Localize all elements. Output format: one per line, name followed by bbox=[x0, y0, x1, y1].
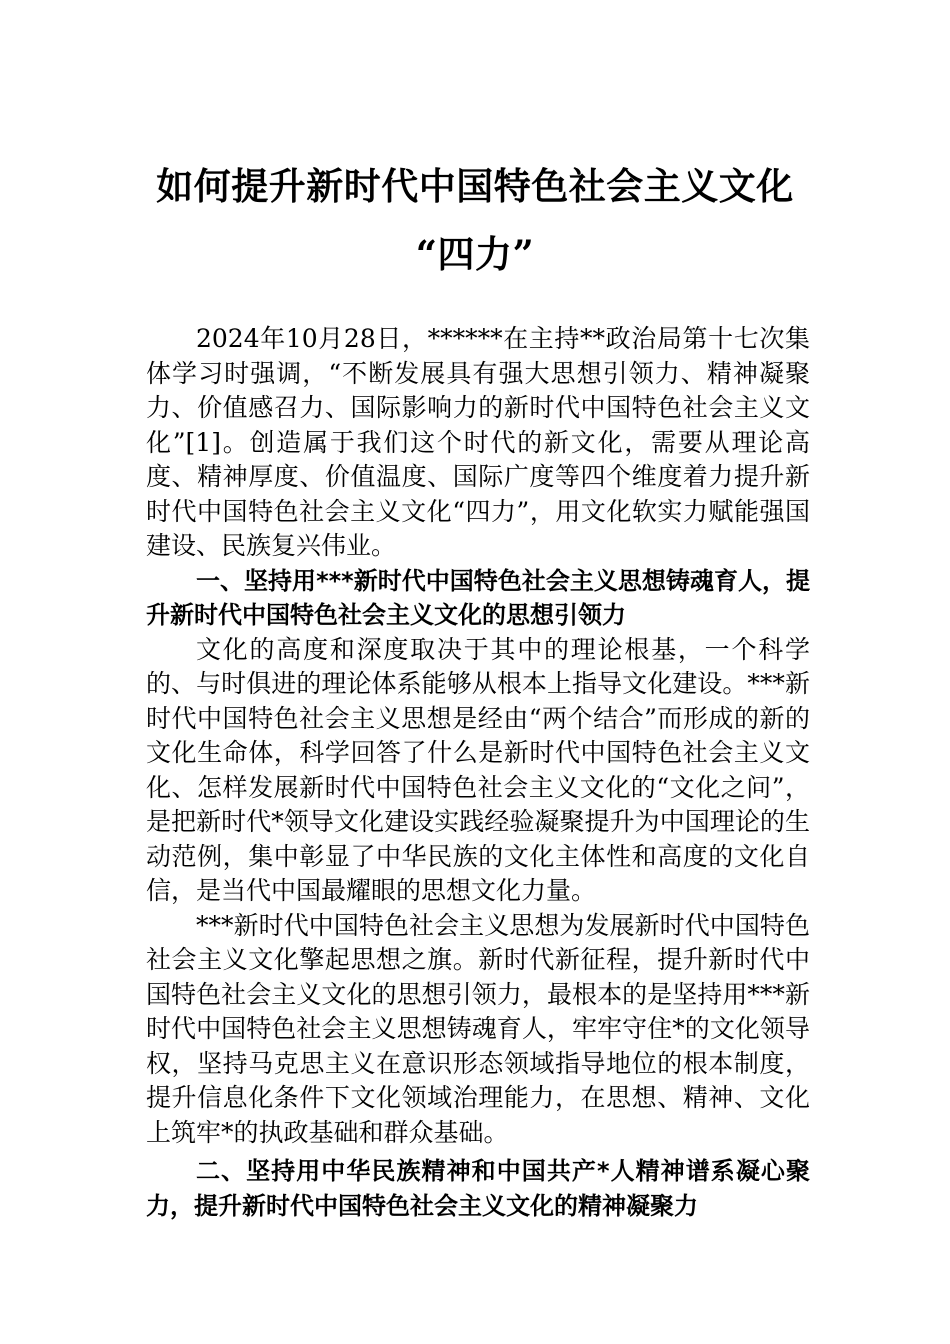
body-paragraph: 文化的高度和深度取决于其中的理论根基，一个科学的、与时俱进的理论体系能够从根本上指导文化建设。***新时代中国特色社会主义思想是经由“两个结合”而形成的新的文化生命体，科学回答了什么是新时代中国特色社会主义文化、怎样发展新时代中国特色社会主义文化的“文化之问”，是把新时代*领导文化建设实践经验凝聚提升为中国理论的生动范例，集中彰显了中华民族的文化主体性和高度的文化自信，是当代中国最耀眼的思想文化力量。 bbox=[146, 634, 810, 905]
intro-paragraph: 2024年10月28日，******在主持**政治局第十七次集体学习时强调，“不断发展具有强大思想引领力、精神凝聚力、价值感召力、国际影响力的新时代中国特色社会主义文化”[1]。创造属于我们这个时代的新文化，需要从理论高度、精神厚度、价值温度、国际广度等四个维度着力提升新时代中国特色社会主义文化“四力”，用文化软实力赋能强国建设、民族复兴伟业。 bbox=[146, 324, 810, 560]
section-heading-2: 二、坚持用中华民族精神和中国共产*人精神谱系凝心聚力，提升新时代中国特色社会主义文化的精神凝聚力 bbox=[146, 1157, 810, 1220]
section-heading-1: 一、坚持用***新时代中国特色社会主义思想铸魂育人，提升新时代中国特色社会主义文化的思想引领力 bbox=[146, 566, 810, 629]
document-title-line1: 如何提升新时代中国特色社会主义文化 bbox=[156, 164, 794, 208]
document-title-line2: “四力” bbox=[415, 232, 535, 276]
body-paragraph: ***新时代中国特色社会主义思想为发展新时代中国特色社会主义文化擎起思想之旗。新时代新征程，提升新时代中国特色社会主义文化的思想引领力，最根本的是坚持用***新时代中国特色社会主义思想铸魂育人，牢牢守住*的文化领导权，坚持马克思主义在意识形态领域指导地位的根本制度，提升信息化条件下文化领域治理能力，在思想、精神、文化上筑牢*的执政基础和群众基础。 bbox=[146, 910, 810, 1147]
document-body bbox=[146, 322, 810, 1223]
